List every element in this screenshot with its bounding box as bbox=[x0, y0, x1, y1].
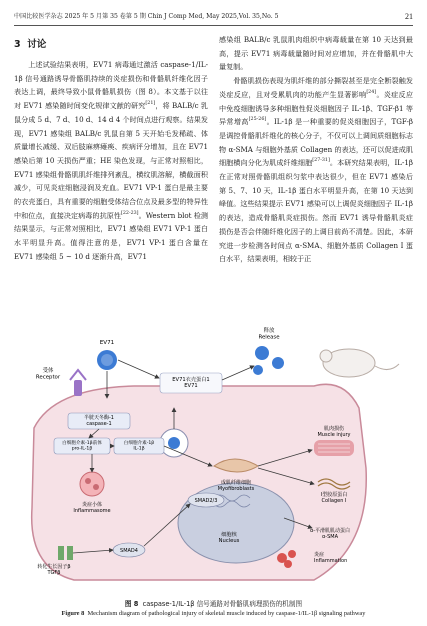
label-line: Receptor bbox=[35, 374, 61, 381]
text-run: ，将 BALB/c 乳鼠分成 5 d、7 d、10 d、14 d 4 个时间点进行观察。结果发现，EV71 感染组 BALB/c 乳鼠自第 5 天开始毛发稀疏、体质量增长减缓、双后肢麻痹瘫痪、疾病评分增加，且在 EV71 感染后第 10 天损伤严重；HE 染色发现，与正常对照相比，EV71 感染组骨骼肌肌纤维排列紊乱，横纹肌溶解，横截面积减少，可见炎症细胞浸润及充血。EV71 VP-1 蛋白是最主要的衣壳蛋白，具有重要的细胞受体结合位点及最多型的特异性中和位点，直接决定病毒的抗原性 bbox=[14, 101, 208, 220]
label-line: IL-1β bbox=[133, 446, 145, 452]
caption-label: Figure 8 bbox=[61, 610, 85, 617]
label-line: α-平滑肌肌动蛋白 bbox=[309, 528, 351, 534]
figure-caption-chinese bbox=[0, 598, 427, 608]
caption-text: Mechanism diagram of pathological injury of skeletal muscle induced by caspase-1/IL-1β signaling pathway bbox=[87, 610, 366, 617]
right-column bbox=[219, 33, 413, 266]
label-line: TGFβ bbox=[47, 570, 61, 576]
label-line: Release bbox=[258, 334, 280, 341]
label-line: 炎症 bbox=[314, 552, 325, 558]
label-line: EV71 bbox=[99, 340, 115, 346]
figure-8-mechanism-diagram bbox=[14, 318, 413, 590]
paragraph-discussion-1 bbox=[14, 58, 208, 264]
smad4-label: SMAD4 bbox=[120, 548, 138, 554]
ev71-virus-icon bbox=[97, 350, 117, 370]
citation[interactable]: [24] bbox=[366, 89, 377, 95]
running-head bbox=[14, 10, 413, 24]
text-run: 。炎症反应中免疫细胞诱导多种细胞性促炎细胞因子 IL-1β、TGF-β1 等异常增高 bbox=[219, 89, 413, 127]
text-run: 骨骼肌损伤表现为肌纤维的部分撕裂甚至是完全断裂触发炎症反应，且对受累肌肉的功能产生显著影响 bbox=[219, 76, 413, 99]
citation[interactable]: [21] bbox=[145, 101, 156, 107]
citation[interactable]: [22-23] bbox=[120, 210, 139, 216]
label-line: pro-IL-1β bbox=[71, 446, 93, 452]
collagen-label bbox=[321, 491, 347, 504]
text-run: 。Western blot 检测结果显示，与正常对照相比，EV71 感染组 EV71 VP-1 蛋白水平明显升高。值得注意的是，EV71 VP-1 蛋白含量在 EV71 感染组 5 ~ 10 d 逐渐升高，EV71 bbox=[14, 210, 209, 261]
text-run: 。本研究结果表明，IL-1β 在正常对照骨骼肌组织匀浆中表达很少，但在 EV71 感染后第 5、7、10 天，IL-1β 蛋白水平明显升高，在第 10 天达到峰值。这些结果提示 EV71 感染可以上调促炎细胞因子 IL-1β 的表达，造成骨骼肌炎症损伤。然而 EV71 诱导骨骼肌炎症损伤是否会伴随纤维化因子的上调目前尚不清楚。因此，本研究进一步检测各时间点 α-SMA、细胞外基质 Collagen I 蛋白水平，结果表明，相较于正 bbox=[219, 158, 414, 264]
nucleus-label bbox=[219, 530, 240, 544]
label-line: Collagen I bbox=[321, 498, 347, 504]
label-line: I型胶原蛋白 bbox=[320, 492, 348, 498]
label-line: Inflammasome bbox=[73, 508, 111, 514]
caspase1-label bbox=[84, 414, 114, 427]
ev71-virus-release-icon bbox=[253, 346, 284, 375]
label-line: 白细胞介素-1β前体 bbox=[62, 441, 102, 446]
caption-text: caspase-1/IL-1β 信号通路对骨骼肌病理损伤的机制图 bbox=[142, 600, 303, 608]
ev71-label bbox=[100, 340, 115, 346]
header-rule bbox=[14, 25, 413, 26]
section-heading bbox=[14, 38, 208, 52]
page-number: 21 bbox=[405, 12, 413, 21]
label-line: 转化生长因子β bbox=[37, 564, 71, 570]
label-line: 炎症小体 bbox=[81, 502, 103, 508]
label-line: 肌肉损伤 bbox=[323, 426, 345, 432]
mouse-icon bbox=[320, 349, 399, 377]
text-run: 。IL-1β 是一种重要的促炎细胞因子，TGF-β 是调控骨骼肌纤维化的核心分子，不仅可以上调间质细胞标志物 α-SMA 与细胞外基质 Collagen 的表达，还可以促进成肌细胞横向分化为肌成纤维细胞 bbox=[219, 117, 414, 168]
label-line: Inflammation bbox=[314, 558, 348, 564]
label-line: EV71 bbox=[184, 383, 198, 390]
section-number: 3 bbox=[14, 39, 21, 50]
label-line: 白细胞介素-1β bbox=[123, 441, 155, 446]
label-line: α-SMA bbox=[321, 534, 339, 540]
label-line: Nucleus bbox=[218, 538, 240, 545]
label-line: EV71衣壳蛋白1 bbox=[172, 377, 210, 383]
journal-citation: 中国比较医学杂志 2025 年 5 月第 35 卷第 5 期 Chin J Comp Med, May 2025,Vol. 35,No. 5 bbox=[14, 13, 279, 20]
caption-label: 图 8 bbox=[124, 600, 139, 608]
left-column bbox=[14, 33, 208, 264]
myofibroblast-label bbox=[218, 479, 255, 492]
label-line: Myofibroblasts bbox=[217, 486, 255, 492]
label-line: caspase-1 bbox=[86, 421, 112, 427]
paragraph-continued: 感染组 BALB/c 乳鼠肌肉组织中病毒载量在第 10 天达到最高，提示 EV71 病毒载量随时间对应增加，并在骨骼肌中大量复制。 bbox=[219, 35, 413, 72]
muscle-fiber-icon bbox=[314, 440, 354, 456]
receptor-label bbox=[36, 366, 61, 380]
label-line: Muscle injury bbox=[317, 432, 351, 438]
label-line: 半胱天冬酶-1 bbox=[84, 415, 114, 421]
text-run: 上述试验结果表明，EV71 病毒通过激活 caspase-1/IL-1β 信号通路诱导骨骼肌持续的炎症损伤和骨骼肌纤维化因子表达上调，最终导致小鼠骨骼肌损伤（图 8）。本文基于以往对 EV71 感染随时间变化规律文献的研究 bbox=[14, 60, 208, 111]
label-line: 释放 bbox=[263, 328, 275, 334]
section-title: 讨论 bbox=[27, 39, 47, 50]
label-line: 成肌纤维细胞 bbox=[220, 480, 252, 486]
citation[interactable]: [27-31] bbox=[312, 158, 330, 164]
label-line: 细胞核 bbox=[221, 532, 237, 538]
inflammasome-icon bbox=[80, 472, 104, 496]
label-line: 受体 bbox=[42, 368, 54, 374]
paragraph-discussion-2 bbox=[219, 74, 413, 266]
figure-caption-english bbox=[0, 610, 427, 617]
citation[interactable]: [25-26] bbox=[248, 117, 267, 123]
release-label bbox=[258, 326, 280, 340]
smad23-label: SMAD2/3 bbox=[194, 498, 218, 504]
mechanism-diagram-svg bbox=[14, 318, 413, 590]
